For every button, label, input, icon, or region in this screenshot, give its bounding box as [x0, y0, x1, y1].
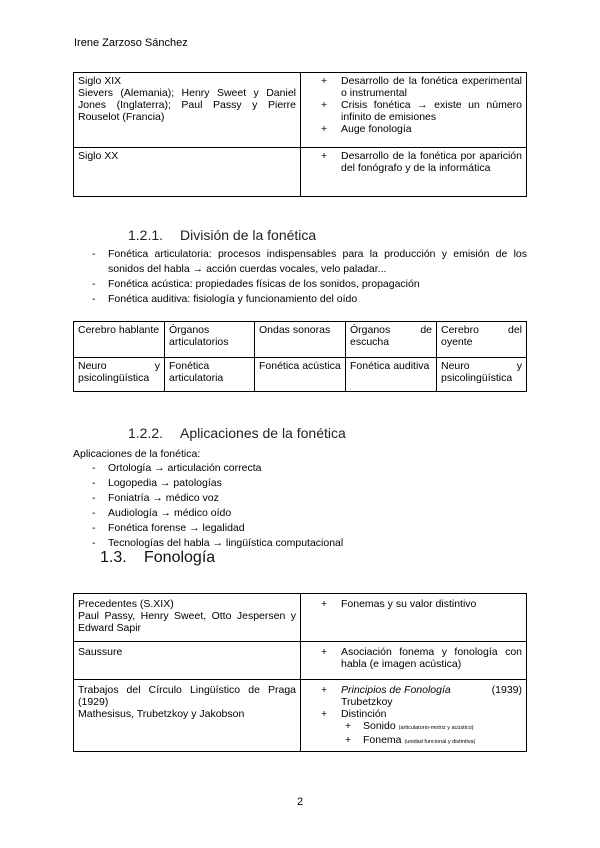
table-cell-right	[301, 594, 527, 642]
table-cell: Neuro y psicolingüística	[74, 358, 165, 392]
table-cell: Cerebro hablante	[74, 322, 165, 358]
table-cell: Cerebro del oyente	[437, 322, 527, 358]
book-year: (1939)	[491, 684, 522, 696]
list-item: - Logopedia → patologías	[90, 476, 510, 491]
table-row	[74, 322, 527, 358]
list-item	[305, 684, 522, 708]
list-item: + Crisis fonética → existe un número infinito de emisiones	[305, 99, 522, 123]
list-item: - Ortología → articulación correcta	[90, 461, 510, 476]
division-list	[90, 247, 527, 307]
cell-title: Siglo XIX	[78, 75, 122, 87]
list-item: - Fonética auditiva: fisiología y funcionamiento del oído	[90, 292, 527, 307]
list-item: + Auge fonología	[305, 123, 522, 135]
list-item: + Desarrollo de la fonética por aparición del fonógrafo y de la informática	[305, 150, 522, 174]
list-item: + Fonemas y su valor distintivo	[305, 598, 522, 610]
list-item: - Tecnologías del habla → lingüística computacional	[90, 536, 510, 551]
table-cell-left	[74, 680, 301, 752]
table-row	[74, 73, 527, 148]
section-title: Fonología	[144, 549, 216, 566]
applications-list	[90, 461, 510, 551]
sub-item-label: Fonema	[363, 734, 402, 746]
cell-title: Siglo XX	[78, 150, 119, 162]
table-row	[74, 642, 527, 680]
cell-text: Sievers (Alemania); Henry Sweet y Daniel Jones (Inglaterra); Paul Passy y Pierre Rouselot (Francia)	[78, 87, 296, 123]
history-table	[73, 72, 527, 197]
page-number: 2	[296, 796, 304, 808]
table-cell: Neuro y psicolingüística	[437, 358, 527, 392]
phonetics-chain-table	[73, 321, 527, 392]
table-cell-left	[74, 642, 301, 680]
list-item: - Fonética articulatoria: procesos indispensables para la producción y emisión de los sonidos del habla → acción cuerdas vocales, velo paladar...	[90, 247, 527, 277]
list-item: - Fonética acústica: propiedades físicas de los sonidos, propagación	[90, 277, 527, 292]
section-heading-1-2-1	[128, 229, 316, 241]
sub-item-note: (articulatorio-motriz y acústico)	[398, 725, 474, 731]
table-cell-right	[301, 148, 527, 197]
page-header-author: Irene Zarzoso Sánchez	[74, 37, 188, 49]
section-number: 1.2.2.	[128, 425, 164, 441]
table-cell: Órganos articulatorios	[165, 322, 255, 358]
table-cell: Fonética acústica	[255, 358, 346, 392]
cell-title: Trabajos del Círculo Lingüístico de Praga (1929)	[78, 684, 296, 708]
section-number: 1.2.1.	[128, 227, 164, 243]
cell-title: Precedentes (S.XIX)	[78, 598, 174, 610]
applications-intro: Aplicaciones de la fonética:	[73, 448, 201, 460]
cell-text: Mathesisus, Trubetzkoy y Jakobson	[78, 708, 245, 720]
table-cell-right	[301, 73, 527, 148]
table-row	[74, 358, 527, 392]
list-item: + Asociación fonema y fonología con habla (e imagen acústica)	[305, 646, 522, 670]
table-cell-right	[301, 642, 527, 680]
section-heading-1-3	[100, 549, 216, 566]
sub-list-item	[341, 720, 522, 734]
cell-title: Saussure	[78, 646, 123, 658]
table-cell: Ondas sonoras	[255, 322, 346, 358]
distinction-label: Distinción	[341, 708, 387, 720]
section-title: Aplicaciones de la fonética	[180, 425, 346, 441]
list-item: + Desarrollo de la fonética experimental o instrumental	[305, 75, 522, 99]
list-item	[305, 708, 522, 720]
table-cell: Fonética auditiva	[346, 358, 437, 392]
book-title: + Principios de Fonología	[341, 684, 451, 696]
table-cell-left	[74, 594, 301, 642]
sub-list-item	[341, 734, 522, 748]
table-row	[74, 680, 527, 752]
book-author: Trubetzkoy	[341, 696, 393, 708]
section-title: División de la fonética	[180, 227, 317, 243]
section-number: 1.3.	[100, 549, 127, 566]
table-row	[74, 594, 527, 642]
table-cell-right	[301, 680, 527, 752]
section-heading-1-2-2	[128, 427, 346, 439]
sub-item-note: (unidad funcional y distintiva)	[404, 739, 476, 745]
list-item: - Foniatría → médico voz	[90, 491, 510, 506]
cell-text: Paul Passy, Henry Sweet, Otto Jespersen y Edward Sapir	[78, 610, 296, 634]
table-cell-left	[74, 73, 301, 148]
table-cell-left	[74, 148, 301, 197]
phonology-table	[73, 593, 527, 752]
table-row	[74, 148, 527, 197]
sub-item-label: Sonido	[363, 720, 396, 732]
list-item: - Audiología → médico oído	[90, 506, 510, 521]
list-item: - Fonética forense → legalidad	[90, 521, 510, 536]
table-cell: Fonética articulatoria	[165, 358, 255, 392]
table-cell: Órganos de escucha	[346, 322, 437, 358]
